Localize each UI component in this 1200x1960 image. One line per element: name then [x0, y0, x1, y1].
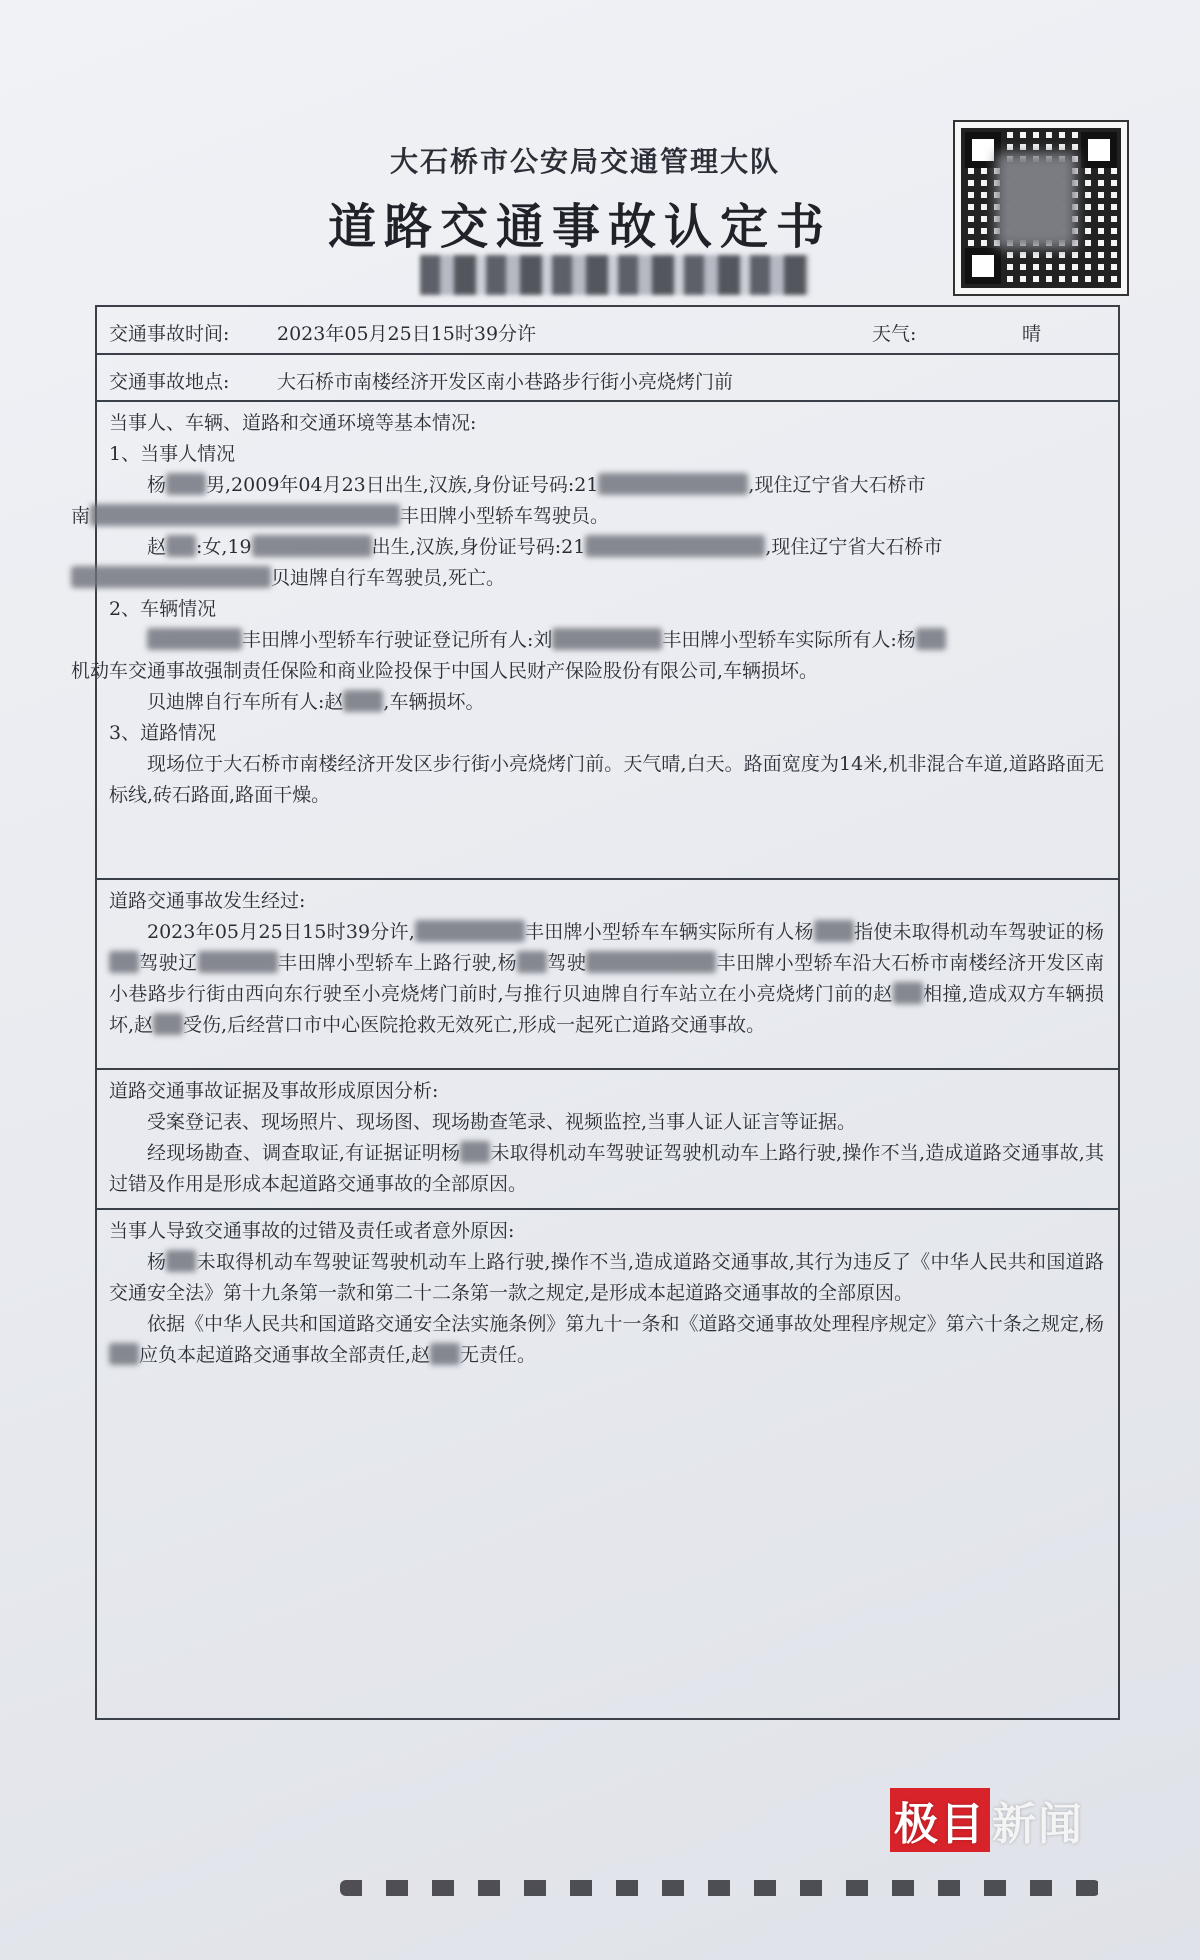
- redaction: [585, 535, 765, 557]
- text: 无责任。: [460, 1344, 537, 1366]
- text: 经现场勘查、调查取证,有证据证明杨: [147, 1142, 461, 1164]
- redaction: [166, 1250, 196, 1272]
- redaction: [71, 566, 271, 588]
- text: 杨: [147, 1251, 167, 1273]
- basic-situation-section: [71, 402, 1118, 880]
- watermark-box-text: 极目: [890, 1788, 990, 1852]
- text: 丰田牌小型轿车沿大石桥市南楼经济开发区南小巷路步行街由西向东行驶至小亮烧烤门前时,与推行贝迪牌自行车站立在小亮烧烤门前的赵: [109, 952, 1104, 1005]
- vehicle-subheading: 2、车辆情况: [109, 598, 217, 620]
- redaction: [916, 628, 946, 650]
- redaction: [430, 1343, 460, 1365]
- analysis-paragraph: [109, 1138, 1104, 1200]
- redaction: [552, 628, 662, 650]
- redaction: [109, 951, 139, 973]
- agency-name: 大石桥市公安局交通管理大队: [389, 145, 780, 178]
- accident-time-row: [97, 307, 1118, 355]
- time-value: 2023年05月25日15时39分许: [277, 323, 537, 345]
- road-subheading: 3、道路情况: [109, 722, 217, 744]
- redaction: [598, 473, 748, 495]
- text: 丰田牌小型轿车行驶证登记所有人:刘: [242, 629, 553, 651]
- text: ,现住辽宁省大石桥市: [748, 474, 926, 496]
- redaction: [517, 951, 547, 973]
- text: 驾驶: [547, 952, 587, 974]
- text: 受伤,后经营口市中心医院抢救无效死亡,形成一起死亡道路交通事故。: [183, 1014, 766, 1036]
- evidence-paragraph: 受案登记表、现场照片、现场图、现场勘查笔录、视频监控,当事人证人证言等证据。: [147, 1111, 857, 1133]
- text: ,车辆损坏。: [383, 691, 485, 713]
- accident-process-section: [97, 880, 1118, 1070]
- location-label: 交通事故地点:: [109, 371, 230, 393]
- weather-label: 天气:: [872, 323, 917, 345]
- evidence-analysis-section: [97, 1070, 1118, 1210]
- text: 应负本起道路交通事故全部责任,赵: [139, 1344, 431, 1366]
- text: ,现住辽宁省大石桥市: [765, 536, 943, 558]
- watermark-text: 新闻: [992, 1799, 1084, 1850]
- party-1-paragraph: [71, 470, 1104, 532]
- road-paragraph: 现场位于大石桥市南楼经济开发区步行街小亮烧烤门前。天气晴,白天。路面宽度为14米,机非混合车道,道路路面无标线,砖石路面,路面干燥。: [109, 753, 1104, 806]
- fault-paragraph: [109, 1247, 1104, 1309]
- text: 机动车交通事故强制责任保险和商业险投保于中国人民财产保险股份有限公司,车辆损坏。: [71, 660, 819, 682]
- time-label: 交通事故时间:: [109, 323, 230, 345]
- redaction: [252, 535, 372, 557]
- text: 指使未取得机动车驾驶证的杨: [853, 921, 1104, 943]
- qr-redaction-blur: [996, 153, 1076, 248]
- redaction: [343, 690, 383, 712]
- vehicle-paragraph: [71, 625, 1104, 687]
- redacted-document-number: [420, 255, 810, 295]
- text: 南: [71, 505, 91, 527]
- bicycle-paragraph: [109, 687, 1104, 718]
- redaction: [460, 1141, 490, 1163]
- responsibility-paragraph: [109, 1309, 1104, 1371]
- text: 相撞,造成双方车辆损坏,赵: [109, 983, 1104, 1036]
- news-watermark-logo: [890, 1788, 1084, 1852]
- document-title: 道路交通事故认定书: [327, 199, 832, 255]
- report-form: [71, 305, 1120, 1720]
- redaction: [153, 1013, 183, 1035]
- text: 未取得机动车驾驶证驾驶机动车上路行驶,操作不当,造成道路交通事故,其过错及作用是形成本起道路交通事故的全部原因。: [109, 1142, 1105, 1195]
- party-2-paragraph: [109, 532, 1104, 594]
- qr-finder-pattern: [1081, 132, 1117, 168]
- text: 贝迪牌自行车所有人:赵: [147, 691, 344, 713]
- qr-code-icon: [955, 122, 1127, 294]
- redaction: [90, 504, 400, 526]
- responsibility-section: [97, 1210, 1118, 1756]
- section-heading: 道路交通事故发生经过:: [109, 890, 306, 912]
- redaction: [198, 951, 278, 973]
- text: 出生,汉族,身份证号码:21: [371, 536, 586, 558]
- redaction: [814, 920, 854, 942]
- weather-value: 晴: [1022, 323, 1042, 345]
- redaction: [586, 951, 716, 973]
- location-value: 大石桥市南楼经济开发区南小巷路步行街小亮烧烤门前: [277, 371, 734, 393]
- redaction: [415, 920, 525, 942]
- text: :女,19: [196, 536, 252, 558]
- accident-location-row: [97, 355, 1118, 402]
- text: 丰田牌小型轿车车辆实际所有人杨: [524, 921, 814, 943]
- text: 男,2009年04月23日出生,汉族,身份证号码:21: [206, 474, 599, 496]
- text: 丰田牌小型轿车实际所有人:杨: [662, 629, 916, 651]
- section-heading: 当事人、车辆、道路和交通环境等基本情况:: [109, 412, 477, 434]
- text: 未取得机动车驾驶证驾驶机动车上路行驶,操作不当,造成道路交通事故,其行为违反了《中华人民共和国道路交通安全法》第十九条第一款和第二十二条第一款之规定,是形成本起道路交通事故的全部原因。: [109, 1251, 1104, 1304]
- text: 依据《中华人民共和国道路交通安全法实施条例》第九十一条和《道路交通事故处理程序规定》第六十条之规定,杨: [147, 1313, 1104, 1335]
- redaction: [109, 1343, 139, 1365]
- paper-edge-marks: [340, 1880, 1100, 1896]
- section-heading: 道路交通事故证据及事故形成原因分析:: [109, 1080, 439, 1102]
- text: 丰田牌小型轿车上路行驶,杨: [277, 952, 518, 974]
- redaction: [166, 535, 196, 557]
- redaction: [147, 628, 242, 650]
- text: 驾驶辽: [139, 952, 198, 974]
- process-paragraph: [109, 917, 1104, 1041]
- text: 2023年05月25日15时39分许,: [147, 921, 415, 943]
- text: 赵: [147, 536, 167, 558]
- qr-finder-pattern: [965, 248, 1001, 284]
- redaction: [166, 473, 206, 495]
- text: 杨: [147, 474, 167, 496]
- redaction: [893, 982, 923, 1004]
- text: 贝迪牌自行车驾驶员,死亡。: [271, 567, 506, 589]
- party-subheading: 1、当事人情况: [109, 443, 236, 465]
- text: 丰田牌小型轿车驾驶员。: [400, 505, 610, 527]
- section-heading: 当事人导致交通事故的过错及责任或者意外原因:: [109, 1220, 515, 1242]
